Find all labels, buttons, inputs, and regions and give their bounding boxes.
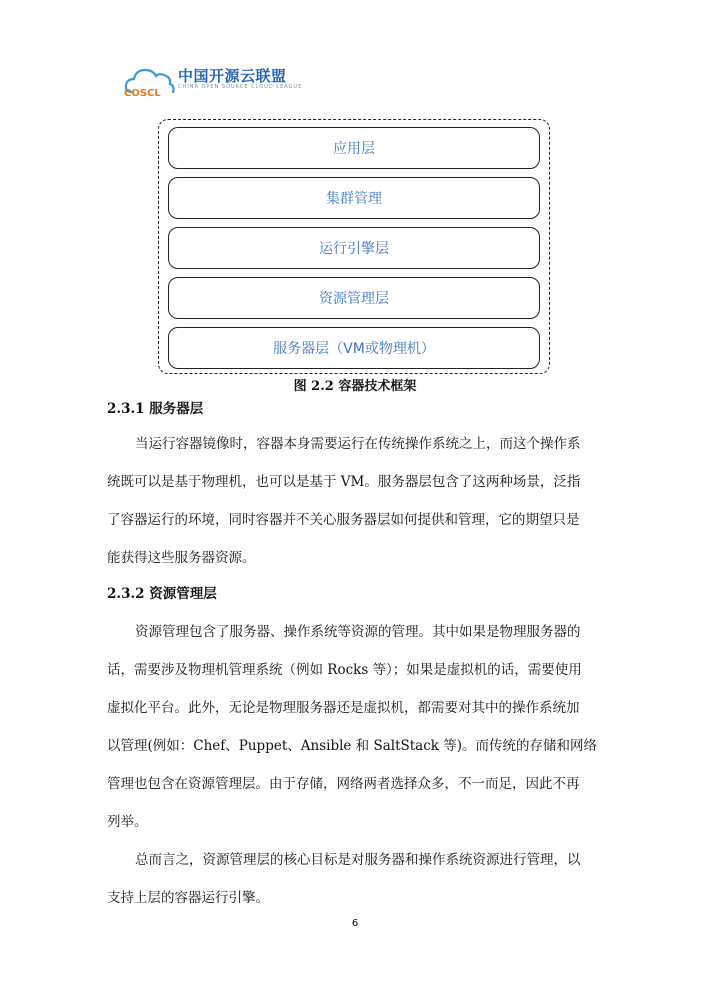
page-number: 6 bbox=[351, 918, 359, 929]
paragraph-line: 管理也包含在资源管理层。由于存储，网络两者选择众多，不一而足，因此不再 bbox=[107, 776, 580, 792]
paragraph-line: 话，需要涉及物理机管理系统（例如 Rocks 等）；如果是虚拟机的话，需要使用 bbox=[107, 662, 582, 678]
paragraph-line: 总而言之，资源管理层的核心目标是对服务器和操作系统资源进行管理，以 bbox=[135, 852, 581, 868]
layer-server: 服务器层（VM或物理机） bbox=[168, 327, 540, 369]
paragraph-line: 列举。 bbox=[107, 814, 148, 830]
paragraph-line: 支持上层的容器运行引擎。 bbox=[107, 890, 269, 906]
paragraph-line: 当运行容器镜像时，容器本身需要运行在传统操作系统之上，而这个操作系 bbox=[135, 436, 581, 452]
layer-resource-management: 资源管理层 bbox=[168, 277, 540, 319]
paragraph-line: 虚拟化平台。此外，无论是物理服务器还是虚拟机，都需要对其中的操作系统加 bbox=[107, 700, 580, 716]
framework-diagram bbox=[158, 119, 550, 374]
paragraph-line: 能获得这些服务器资源。 bbox=[107, 550, 256, 566]
layer-runtime-engine: 运行引擎层 bbox=[168, 227, 540, 269]
section-heading: 2.3.1 服务器层 bbox=[107, 401, 204, 417]
paragraph-line: 了容器运行的环境，同时容器并不关心服务器层如何提供和管理，它的期望只是 bbox=[107, 512, 580, 528]
paragraph-line: 资源管理包含了服务器、操作系统等资源的管理。其中如果是物理服务器的 bbox=[135, 624, 581, 640]
org-name: 中国开源云联盟 bbox=[178, 67, 287, 85]
paragraph-line: 以管理(例如：Chef、Puppet、Ansible 和 SaltStack 等)。而传统的存储和网络 bbox=[107, 738, 598, 754]
logo-mark-text: COSCL bbox=[124, 88, 161, 98]
cloud-logo-icon bbox=[124, 62, 176, 98]
paragraph-line: 统既可以是基于物理机，也可以是基于 VM。服务器层包含了这两种场景，泛指 bbox=[107, 474, 581, 490]
layer-application: 应用层 bbox=[168, 127, 540, 169]
org-name-en: CHINA OPEN SOURCE CLOUD LEAGUE bbox=[178, 84, 303, 90]
figure-caption: 图 2.2 容器技术框架 bbox=[293, 379, 417, 394]
section-heading: 2.3.2 资源管理层 bbox=[107, 586, 217, 602]
layer-cluster-management: 集群管理 bbox=[168, 177, 540, 219]
